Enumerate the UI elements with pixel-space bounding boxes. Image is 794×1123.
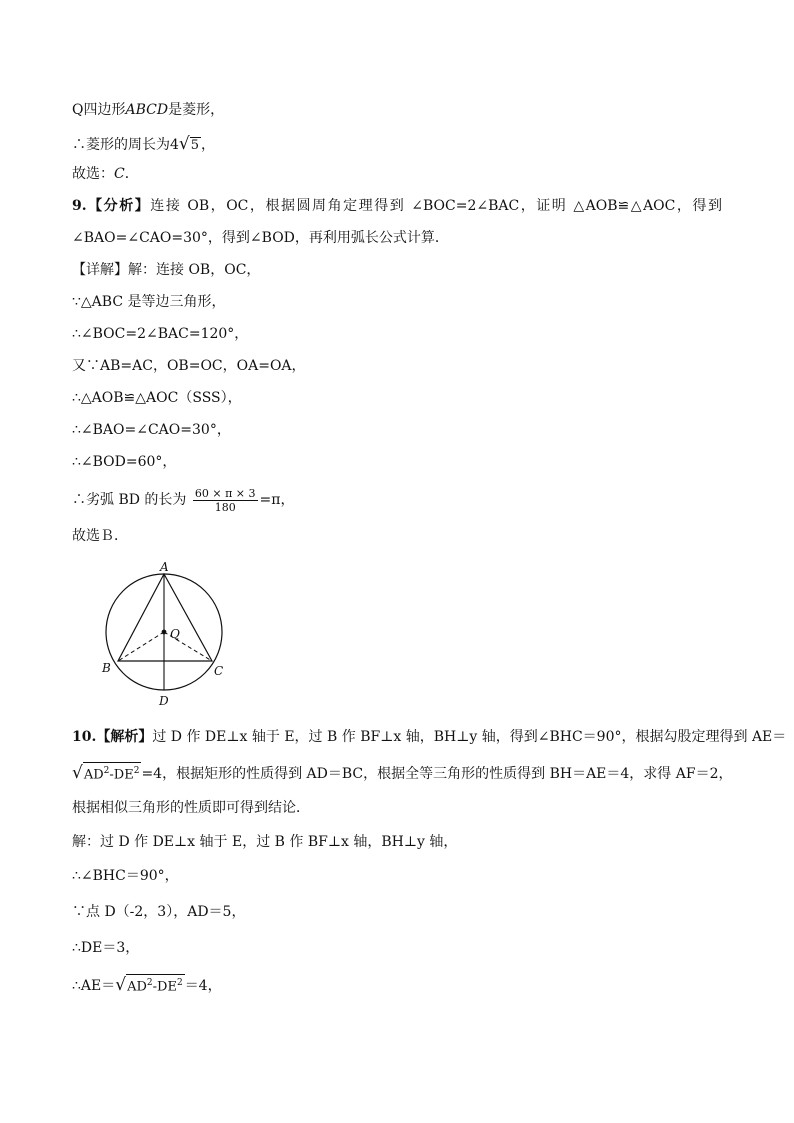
label-c: C	[214, 664, 224, 678]
label-q: Q	[170, 627, 180, 641]
q10-solution-1	[72, 832, 722, 852]
text: ∴∠BOC=2∠BAC=120°，	[72, 326, 249, 342]
exponent: 2	[146, 977, 153, 988]
q9-step-6	[72, 452, 722, 472]
text: ．	[124, 166, 139, 182]
sqrt-sign: √	[72, 763, 83, 783]
q9-step-4	[72, 388, 722, 408]
circle-triangle-figure	[96, 560, 246, 710]
text: ∴劣弧 BD 的长为	[72, 492, 187, 508]
label-d: D	[159, 694, 169, 708]
text: 又∵AB=AC，OB=OC，OA=OA，	[72, 358, 306, 374]
text: ∴DE＝3，	[72, 940, 140, 956]
radicand: 5	[190, 138, 200, 153]
rhombus-statement	[72, 100, 722, 120]
arc-fraction	[193, 487, 258, 514]
triangle-abc	[118, 574, 212, 661]
text: 是菱形，	[168, 102, 225, 118]
text: ∴菱形的周长为	[72, 137, 170, 153]
text: ∴AE＝	[72, 978, 116, 994]
q9-label: 9.【分析】	[72, 198, 151, 214]
sqrt-sign: √	[178, 134, 190, 154]
sqrt-sign: √	[115, 975, 127, 995]
text: AD	[127, 979, 147, 994]
center-point	[162, 630, 167, 635]
q9-step-2	[72, 324, 722, 344]
text: ∴∠BAO=∠CAO=30°，	[72, 422, 231, 438]
text: ∵点 D（-2，3），AD＝5，	[72, 904, 246, 920]
text: AD	[83, 767, 104, 782]
text: 解：过 D 作 DE⊥x 轴于 E，过 B 作 BF⊥x 轴，BH⊥y 轴，	[72, 834, 458, 850]
top-choice	[72, 164, 722, 184]
text: ，	[201, 137, 216, 153]
label-a: A	[160, 560, 169, 574]
text: ∴∠BHC＝90°，	[72, 868, 179, 884]
radicand	[83, 762, 142, 783]
q9-step-3	[72, 356, 722, 376]
q9-step-5	[72, 420, 722, 440]
fraction-denominator: 180	[214, 500, 236, 514]
text: ABCD	[125, 102, 169, 118]
text: =π，	[259, 492, 295, 508]
text: C	[114, 166, 125, 182]
perimeter-statement	[72, 134, 722, 155]
radicand	[126, 974, 185, 995]
text: Q四边形	[72, 102, 126, 118]
text: ∴△AOB≌△AOC（SSS），	[72, 390, 242, 406]
q9-analysis-line-2	[72, 228, 722, 248]
text: 故选：	[72, 166, 114, 182]
text: 根据相似三角形的性质即可得到结论．	[72, 800, 310, 816]
text: -DE	[109, 767, 134, 782]
q10-solution-3	[72, 902, 722, 922]
q10-solution-4	[72, 938, 722, 958]
q9-detail-line	[72, 260, 722, 280]
label-b: B	[102, 661, 111, 675]
detail-label: 【详解】解：	[72, 262, 156, 278]
q10-label: 10.【解析】	[72, 729, 153, 745]
q10-solution-5	[72, 973, 722, 998]
text: =4，根据矩形的性质得到 AD＝BC，根据全等三角形的性质得到 BH＝AE＝4，求得 AF＝2，	[141, 766, 733, 782]
exponent: 2	[176, 977, 183, 988]
fraction-numerator: 60 × π × 3	[194, 486, 256, 500]
text: 连接 OB，OC，根据圆周角定理得到 ∠BOC=2∠BAC，证明 △AOB≌△AOC，得到	[150, 198, 722, 214]
q9-analysis-line-1	[72, 196, 722, 216]
text: ∠BAO=∠CAO=30°，得到∠BOD，再利用弧长公式计算．	[72, 230, 449, 246]
text: ∵△ABC 是等边三角形，	[72, 294, 226, 310]
q9-choice	[72, 526, 722, 546]
q9-step-1	[72, 292, 722, 312]
segment-ob	[118, 632, 164, 661]
text: 连接 OB，OC，	[156, 262, 261, 278]
q10-analysis-line-2	[72, 761, 733, 786]
text: ∴∠BOD=60°，	[72, 454, 177, 470]
q10-analysis-line-3	[72, 798, 722, 818]
q10-solution-2	[72, 866, 722, 886]
text: 4	[170, 137, 179, 153]
q10-analysis-line-1	[72, 727, 787, 747]
text: 故选Ｂ．	[72, 528, 128, 544]
text: 过 D 作 DE⊥x 轴于 E，过 B 作 BF⊥x 轴，BH⊥y 轴，得到∠BHC＝90°，根据勾股定理得到 AE＝	[152, 729, 787, 745]
text: ＝4，	[184, 978, 222, 994]
text: -DE	[152, 979, 177, 994]
exponent: 2	[103, 765, 110, 776]
q9-arc-length	[72, 486, 722, 514]
exponent: 2	[133, 765, 140, 776]
